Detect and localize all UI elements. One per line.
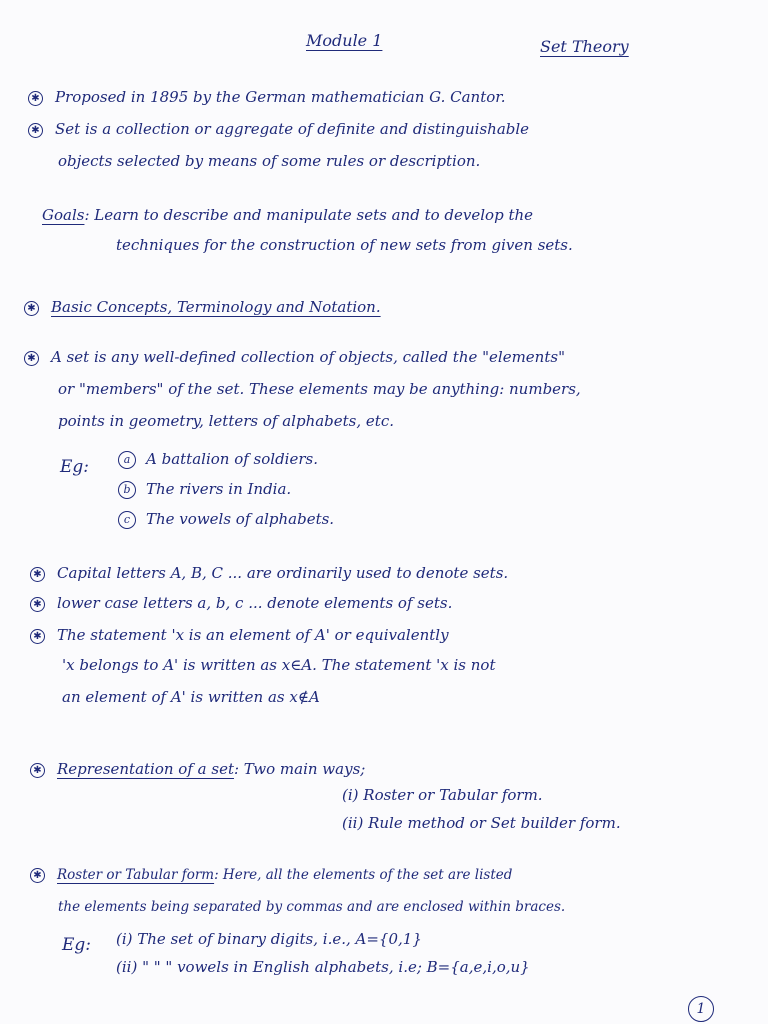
asterisk-bullet-icon: ✱ [30, 597, 45, 612]
intro-line-3: objects selected by means of some rules or description. [58, 152, 481, 170]
asterisk-bullet-icon: ✱ [28, 123, 43, 138]
letter-marker: b [118, 481, 136, 499]
goals-label: Goals [42, 206, 85, 224]
examples-label: Eg: [60, 457, 90, 477]
example-item: b The rivers in India. [118, 480, 291, 499]
asterisk-bullet-icon: ✱ [30, 629, 45, 644]
roster-eg-label: Eg: [62, 935, 92, 955]
representation-line: ✱ Representation of a set: Two main ways; [30, 760, 365, 778]
representation-way-2: (ii) Rule method or Set builder form. [342, 814, 621, 832]
asterisk-bullet-icon: ✱ [24, 301, 39, 316]
roster-line-1: ✱ Roster or Tabular form: Here, all the elements of the set are listed [30, 866, 512, 884]
asterisk-bullet-icon: ✱ [24, 351, 39, 366]
roster-heading: Roster or Tabular form [57, 867, 215, 883]
set-definition-line-3: points in geometry, letters of alphabets, etc. [58, 412, 394, 430]
asterisk-bullet-icon: ✱ [30, 763, 45, 778]
intro-line-2: ✱ Set is a collection or aggregate of definite and distinguishable [28, 120, 529, 138]
goals-line-1: Goals: Learn to describe and manipulate sets and to develop the [42, 206, 534, 224]
notation-line-4: 'x belongs to A' is written as x∈A. The statement 'x is not [62, 656, 496, 674]
roster-line-2: the elements being separated by commas and are enclosed within braces. [58, 899, 566, 915]
notation-line-3: ✱ The statement 'x is an element of A' or equivalently [30, 626, 449, 644]
roster-example-1: (i) The set of binary digits, i.e., A={0,1} [116, 930, 422, 948]
asterisk-bullet-icon: ✱ [28, 91, 43, 106]
basic-concepts-heading: ✱ Basic Concepts, Terminology and Notation. [24, 298, 381, 316]
letter-marker: a [118, 451, 136, 469]
example-item: a A battalion of soldiers. [118, 450, 318, 469]
module-title: Module 1 [306, 31, 383, 50]
letter-marker: c [118, 511, 136, 529]
goals-line-2: techniques for the construction of new sets from given sets. [116, 236, 573, 254]
representation-way-1: (i) Roster or Tabular form. [342, 786, 543, 804]
asterisk-bullet-icon: ✱ [30, 868, 45, 883]
intro-line-1: ✱ Proposed in 1895 by the German mathematician G. Cantor. [28, 88, 506, 106]
representation-heading: Representation of a set [57, 760, 234, 778]
set-definition-line-2: or "members" of the set. These elements may be anything: numbers, [58, 380, 581, 398]
example-item: c The vowels of alphabets. [118, 510, 334, 529]
notation-line-2: ✱ lower case letters a, b, c ... denote elements of sets. [30, 594, 452, 612]
roster-example-2: (ii) " " " vowels in English alphabets, i.e; B={a,e,i,o,u} [116, 958, 530, 976]
set-definition-line-1: ✱ A set is any well-defined collection of objects, called the "elements" [24, 348, 565, 366]
notation-line-5: an element of A' is written as x∉A [62, 688, 320, 706]
notation-line-1: ✱ Capital letters A, B, C ... are ordinarily used to denote sets. [30, 564, 508, 582]
page-number: 1 [688, 996, 714, 1022]
asterisk-bullet-icon: ✱ [30, 567, 45, 582]
topic-title: Set Theory [540, 37, 629, 56]
